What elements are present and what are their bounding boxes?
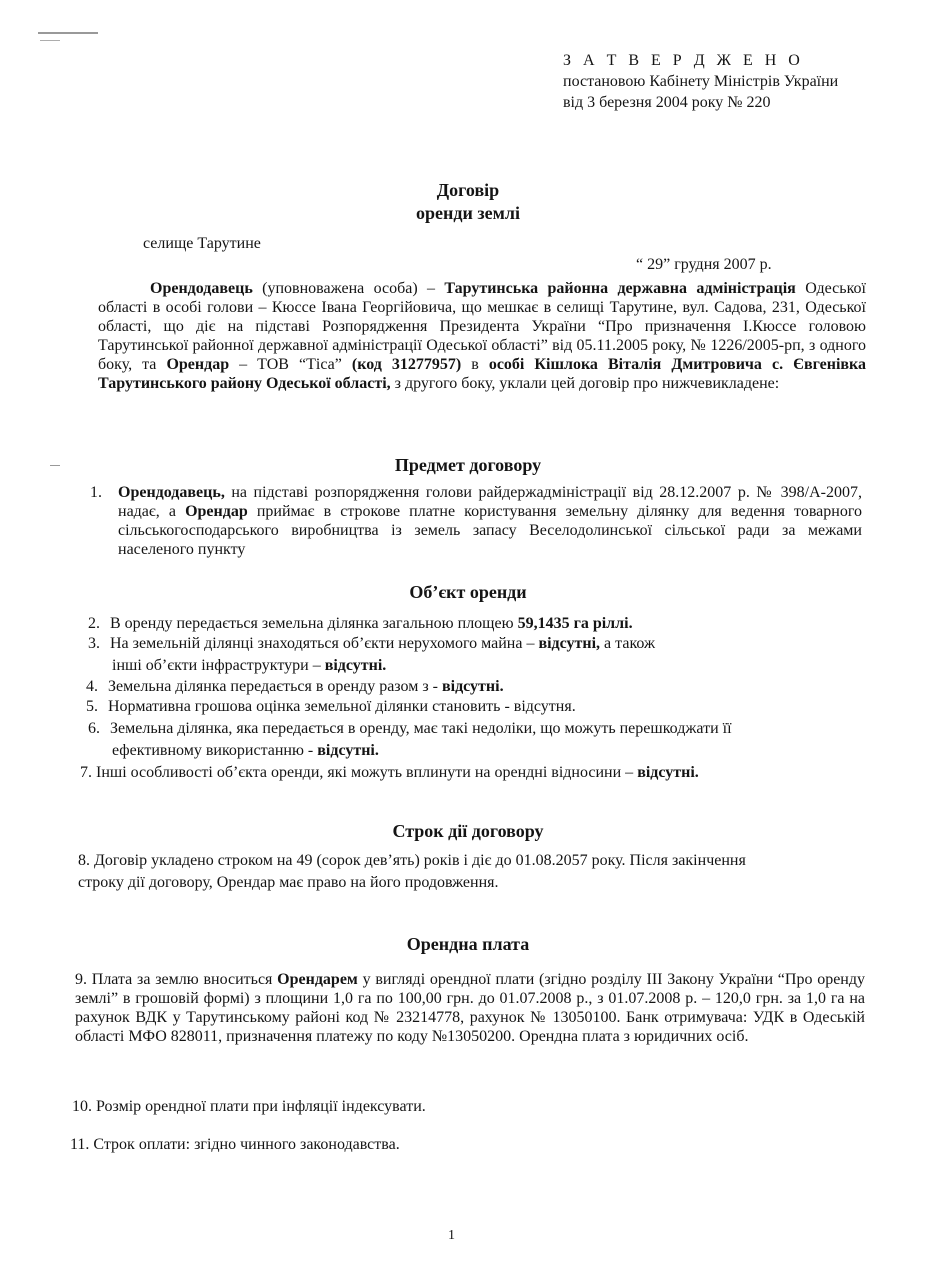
clause-text: Розмір орендної плати при інфляції індексувати. [96, 1098, 426, 1115]
clause-3-cont [112, 657, 386, 675]
intro-paragraph [98, 279, 866, 393]
clause-bold: відсутні, [538, 635, 601, 652]
clause-6 [88, 720, 732, 738]
clause-text: інші об’єкти інфраструктури – [112, 657, 325, 674]
clause-number: 5. [86, 698, 98, 715]
clause-bold: відсутні. [637, 764, 699, 781]
clause-number: 6. [88, 720, 100, 737]
clause-text: строку дії договору, Орендар має право на його продовження. [78, 874, 499, 891]
clause-bold: 59,1435 га ріллі. [517, 615, 633, 632]
clause-bold: відсутні. [441, 678, 504, 695]
approval-stamp [563, 50, 838, 113]
approval-line: від 3 березня 2004 року № 220 [563, 94, 771, 111]
clause-number: 1. [90, 484, 102, 501]
clause-text: ефективному використанню - [112, 742, 318, 759]
clause-text: Земельна ділянка передається в оренду разом з - [108, 678, 442, 695]
section-heading-subject: Предмет договору [394, 455, 542, 475]
clause-8 [78, 852, 746, 870]
intro-text: в [461, 356, 489, 373]
intro-text: з другого боку, уклали цей договір про нижчевикладене: [390, 375, 780, 392]
document-title: Договір [436, 180, 500, 200]
scan-mark [40, 40, 60, 41]
clause-number: 8. [78, 852, 90, 869]
clause-text: Строк оплати: згідно чинного законодавства. [93, 1136, 400, 1153]
clause-text: Договір укладено строком на 49 (сорок дев’ять) років і діє до 01.08.2057 року. Після закінчення [94, 852, 746, 869]
clause-bold: Орендар [185, 503, 248, 520]
clause-number: 7. [80, 764, 92, 781]
clause-3 [88, 635, 655, 653]
clause-number: 9. [75, 971, 87, 988]
clause-text: Інші особливості об’єкта оренди, які можуть вплинути на орендні відносини – [96, 764, 638, 781]
clause-bold: відсутні. [317, 742, 379, 759]
clause-11 [70, 1136, 400, 1154]
clause-bold: відсутні. [324, 657, 387, 674]
lessor-name: Тарутинська районна державна адміністрація [444, 280, 796, 297]
lessor-label: Орендодавець [150, 280, 253, 297]
clause-7 [80, 764, 699, 782]
section-heading-term: Строк дії договору [392, 821, 544, 841]
clause-text: На земельній ділянці знаходяться об’єкти нерухомого майна – [110, 635, 539, 652]
place: селище Тарутине [143, 235, 261, 252]
lessee-code: (код 31277957) [351, 356, 462, 373]
clause-9 [75, 970, 865, 1046]
clause-6-cont [112, 742, 379, 760]
section-heading-rent: Орендна плата [406, 934, 530, 954]
lessee-label: Орендар [166, 356, 230, 373]
date: “ 29” грудня 2007 р. [636, 256, 772, 273]
clause-10 [72, 1098, 426, 1116]
section-heading-object: Об’єкт оренди [409, 582, 527, 602]
clause-5 [86, 698, 576, 716]
clause-text: на підставі розпорядження голови райдержадміністрації від 28.12.2007 р. № 398/А-2007, надає, а [118, 484, 862, 520]
document-subtitle: оренди землі [416, 203, 520, 223]
scan-mark [38, 32, 98, 34]
representative: особі Кішлока Віталія Дмитровича с. Євгенівка Тарутинського району Одеської області, [98, 356, 867, 392]
clause-bold: Орендодавець, [118, 484, 225, 501]
page-number: 1 [448, 1228, 455, 1243]
approval-line: постановою Кабінету Міністрів України [563, 73, 839, 90]
clause-text: у вигляді орендної плати (згідно розділу ІІІ Закону України “Про оренду землі” в грошовій формі) з площини 1,0 га по 100,00 грн. до 01.07.2008 р., з 01.07.2008 р. – 120,0 грн. за 1,0 га на рахунок ВДК у Тарутинському районі код № 23214778, рахунок № 13050100. Банк отримувача: УДК в Одеській області МФО 828011, призначення платежу по коду №13050200. Орендна плата з юридичних осіб. [75, 971, 866, 1045]
clause-8-cont [78, 874, 499, 892]
clause-bold: Орендарем [277, 971, 358, 988]
clause-text: В оренду передається земельна ділянка загальною площею [110, 615, 518, 632]
clause-text: приймає в строкове платне користування земельну ділянку для ведення товарного сільськогосподарського виробництва із земель запасу Веселодолинської сільської ради за межами населеного пункту [118, 503, 863, 558]
clause-number: 2. [88, 615, 100, 632]
intro-text: (уповноважена особа) – [252, 280, 445, 297]
clause-text: Нормативна грошова оцінка земельної ділянки становить - відсутня. [108, 698, 576, 715]
clause-text: Земельна ділянка, яка передається в оренду, має такі недоліки, що можуть перешкоджати її [110, 720, 732, 737]
clause-text: а також [600, 635, 656, 652]
clause-number: 3. [88, 635, 100, 652]
clause-text: Плата за землю вноситься [91, 971, 278, 988]
intro-text: – ТОВ “Тіса” [229, 356, 352, 373]
clause-2 [88, 615, 633, 633]
clause-number: 4. [86, 678, 98, 695]
intro-text: Одеської області в особі голови – Кюссе Івана Георгійовича, що мешкає в селищі Тарутине, вул. Садова, 231, Одеської області, що діє на підставі Розпорядження Президента України “Про призначення І.Кюссе головою Тарутинської районної державної адміністрації Одеської області” від 05.11.2005 року, № 1226/2005-рп, з одного боку, та [98, 280, 866, 373]
approval-title: З А Т В Е Р Д Ж Е Н О [563, 52, 804, 69]
clause-number: 10. [72, 1098, 92, 1115]
clause-4 [86, 678, 504, 696]
clause-number: 11. [70, 1136, 90, 1153]
clause-1 [90, 483, 862, 559]
